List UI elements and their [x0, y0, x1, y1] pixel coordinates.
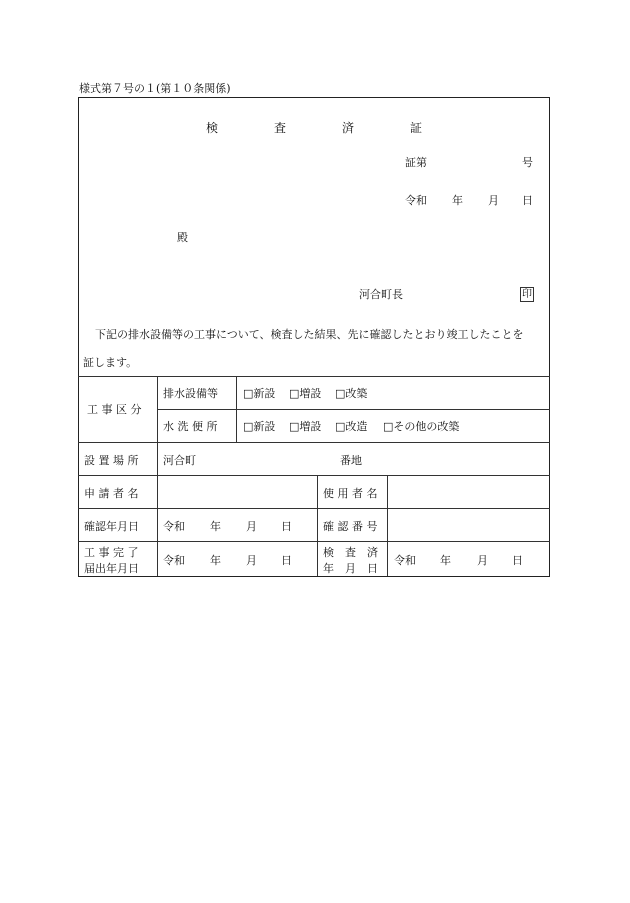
title-char-2: 査 [274, 121, 287, 135]
form-number-label: 様式第７号の１(第１０条関係) [79, 82, 231, 95]
table-vline-mid2 [387, 475, 388, 576]
drainage-option-new[interactable]: □新設 [243, 387, 276, 400]
inspection-date-year: 年 [440, 554, 451, 567]
cert-number-prefix: 証第 [405, 156, 427, 169]
user-label: 使 用 者 名 [323, 487, 378, 500]
table-line-row5 [78, 541, 550, 542]
seal-mark: 印 [522, 289, 532, 300]
cert-number-suffix: 号 [522, 156, 533, 169]
addressee-suffix: 殿 [177, 231, 188, 244]
table-vline-sub [236, 376, 237, 442]
header-date-era: 令和 [405, 194, 427, 207]
title-char-4: 証 [410, 121, 423, 135]
statement-line-1: 下記の排水設備等の工事について、検査した結果、先に確認したとおり竣工したことを [95, 328, 524, 341]
work-category-label: 工 事 区 分 [87, 403, 142, 416]
inspection-label-line1: 検 査 済 [323, 546, 378, 559]
drainage-option-rebuild[interactable]: □改築 [335, 387, 368, 400]
table-line-row4 [78, 508, 550, 509]
table-vline-label [157, 376, 158, 576]
inspection-date-era: 令和 [394, 554, 416, 567]
confirm-date-era: 令和 [163, 520, 185, 533]
flush-option-other[interactable]: □その他の改築 [383, 420, 460, 433]
flush-option-modify[interactable]: □改造 [335, 420, 368, 433]
completion-date-day: 日 [281, 554, 292, 567]
table-top-line [78, 376, 550, 377]
completion-date-month: 月 [246, 554, 257, 567]
completion-date-era: 令和 [163, 554, 185, 567]
completion-date-year: 年 [210, 554, 221, 567]
table-vline-mid [317, 475, 318, 576]
issuer-name: 河合町長 [359, 288, 403, 301]
location-town: 河合町 [163, 454, 196, 467]
inspection-date-month: 月 [477, 554, 488, 567]
table-line-row2 [78, 442, 550, 443]
inspection-label-line2: 年 月 日 [323, 562, 378, 575]
location-label: 設 置 場 所 [84, 454, 139, 467]
confirm-date-year: 年 [210, 520, 221, 533]
drainage-option-add[interactable]: □増設 [289, 387, 322, 400]
completion-label-line2: 届出年月日 [84, 562, 139, 575]
drainage-label: 排水設備等 [163, 387, 218, 400]
header-date-day: 日 [522, 194, 533, 207]
confirm-date-day: 日 [281, 520, 292, 533]
title-char-3: 済 [342, 121, 355, 135]
confirm-date-label: 確認年月日 [84, 520, 139, 533]
confirm-date-month: 月 [246, 520, 257, 533]
location-lot: 番地 [340, 454, 362, 467]
confirm-number-label: 確 認 番 号 [323, 520, 378, 533]
table-line-row1 [157, 409, 550, 410]
statement-line-2: 証します。 [83, 356, 138, 369]
title-char-1: 検 [206, 121, 219, 135]
table-line-row3 [78, 475, 550, 476]
flush-option-new[interactable]: □新設 [243, 420, 276, 433]
header-date-year: 年 [452, 194, 463, 207]
inspection-date-day: 日 [512, 554, 523, 567]
header-date-month: 月 [488, 194, 499, 207]
flush-option-add[interactable]: □増設 [289, 420, 322, 433]
flush-toilet-label: 水 洗 便 所 [163, 420, 218, 433]
completion-label-line1: 工 事 完 了 [84, 546, 139, 559]
applicant-label: 申 請 者 名 [84, 487, 139, 500]
